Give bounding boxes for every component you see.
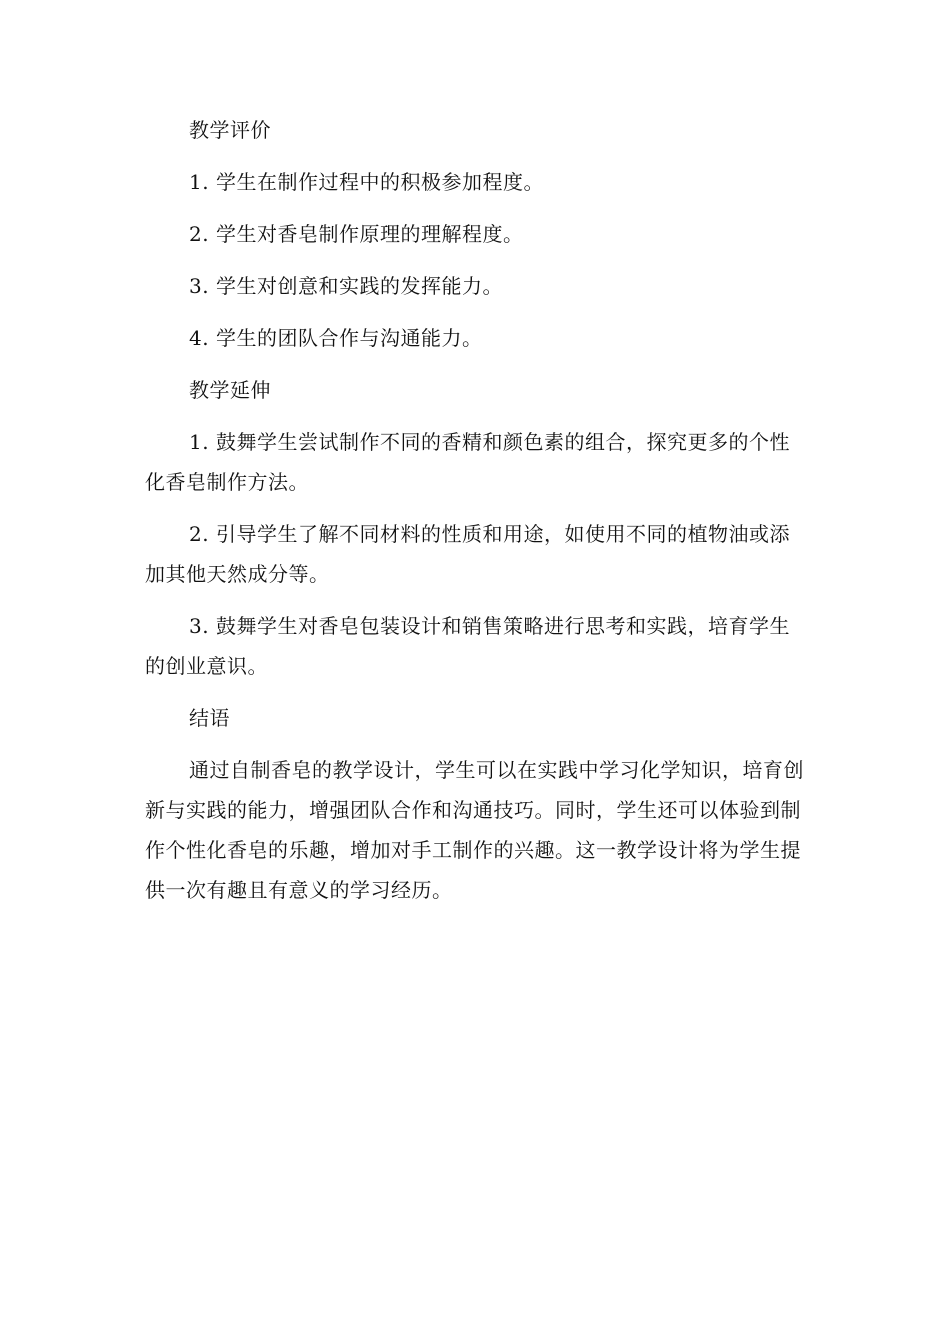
list-item: 3. 鼓舞学生对香皂包装设计和销售策略进行思考和实践，培育学生的创业意识。 <box>145 614 790 678</box>
section-heading-conclusion: 结语 <box>189 706 230 730</box>
document-body <box>145 110 805 910</box>
list-item: 1. 学生在制作过程中的积极参加程度。 <box>189 170 544 194</box>
list-item: 4. 学生的团队合作与沟通能力。 <box>189 326 483 350</box>
conclusion-paragraph: 通过自制香皂的教学设计，学生可以在实践中学习化学知识，培育创新与实践的能力，增强团队合作和沟通技巧。同时，学生还可以体验到制作个性化香皂的乐趣，增加对手工制作的兴趣。这一教学设计将为学生提供一次有趣且有意义的学习经历。 <box>145 758 804 902</box>
list-item: 2. 学生对香皂制作原理的理解程度。 <box>189 222 524 246</box>
list-item: 3. 学生对创意和实践的发挥能力。 <box>189 274 503 298</box>
section-heading-evaluation: 教学评价 <box>189 118 271 142</box>
list-item: 1. 鼓舞学生尝试制作不同的香精和颜色素的组合，探究更多的个性化香皂制作方法。 <box>145 430 790 494</box>
section-heading-extension: 教学延伸 <box>189 378 271 402</box>
list-item: 2. 引导学生了解不同材料的性质和用途，如使用不同的植物油或添加其他天然成分等。 <box>145 522 790 586</box>
